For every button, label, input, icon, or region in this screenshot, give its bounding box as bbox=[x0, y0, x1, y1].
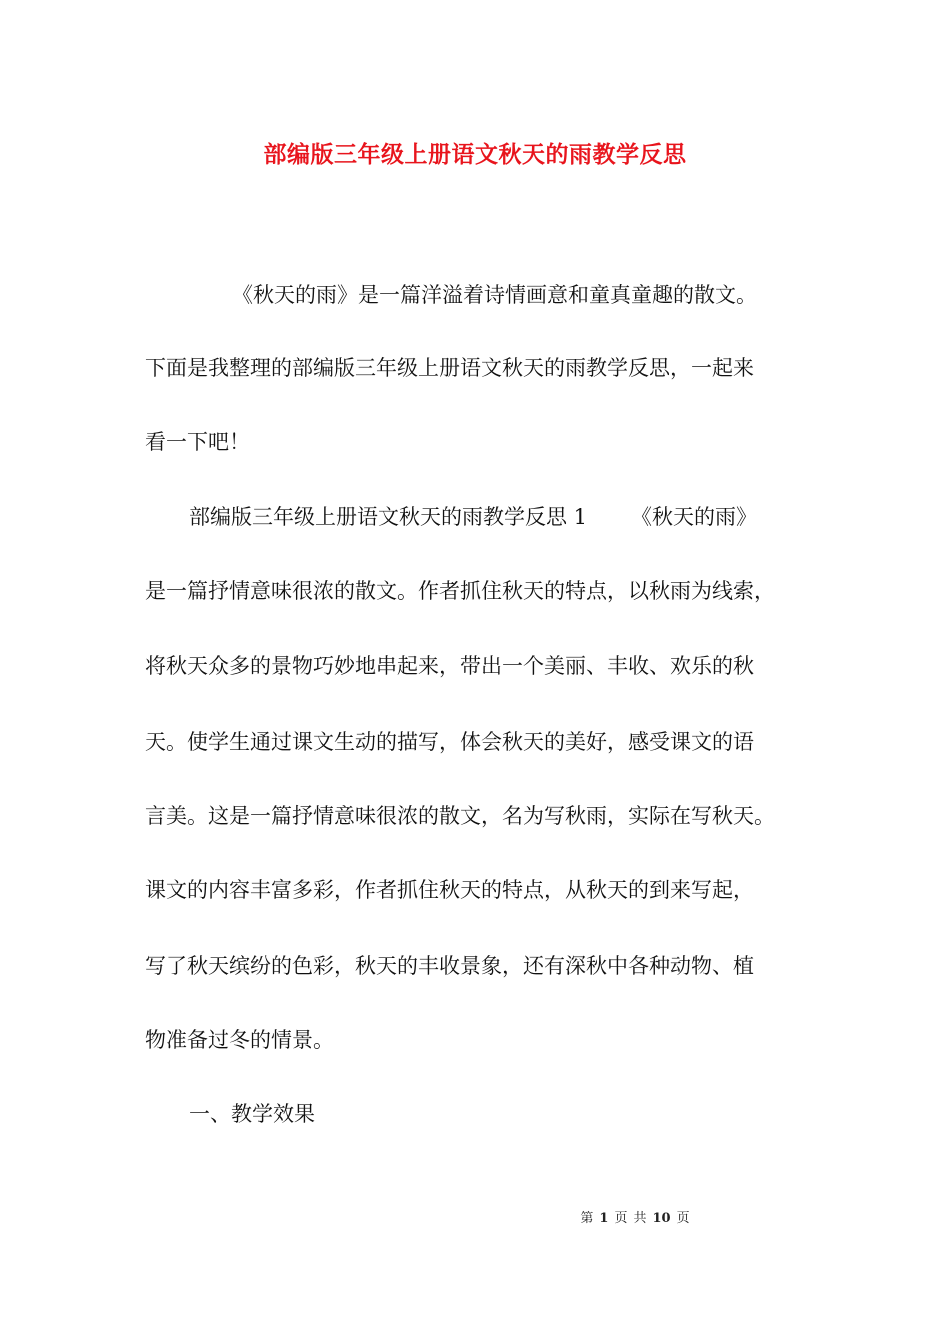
section-heading: 部编版三年级上册语文秋天的雨教学反思 1 bbox=[189, 505, 588, 529]
paragraph-line: 看一下吧！ bbox=[145, 430, 250, 454]
footer-page-unit: 页 bbox=[614, 1211, 628, 1226]
footer-total-prefix: 共 bbox=[633, 1211, 647, 1226]
paragraph-line: 是一篇抒情意味很浓的散文。作者抓住秋天的特点，以秋雨为线索， bbox=[145, 579, 775, 603]
section-heading-line bbox=[189, 501, 859, 533]
footer-prefix: 第 bbox=[580, 1211, 594, 1226]
paragraph-line: 下面是我整理的部编版三年级上册语文秋天的雨教学反思，一起来 bbox=[145, 356, 754, 380]
paragraph-line: 写了秋天缤纷的色彩，秋天的丰收景象，还有深秋中各种动物、植 bbox=[145, 954, 754, 978]
paragraph-line: 天。使学生通过课文生动的描写，体会秋天的美好，感受课文的语 bbox=[145, 730, 754, 754]
paragraph-line: 将秋天众多的景物巧妙地串起来，带出一个美丽、丰收、欢乐的秋 bbox=[145, 654, 754, 678]
footer-total-pages: 10 bbox=[652, 1211, 671, 1226]
paragraph-line: 言美。这是一篇抒情意味很浓的散文，名为写秋雨，实际在写秋天。 bbox=[145, 804, 775, 828]
footer-page-number: 1 bbox=[599, 1211, 609, 1226]
paragraph-line: 物准备过冬的情景。 bbox=[145, 1028, 334, 1052]
footer-total-unit: 页 bbox=[676, 1211, 690, 1226]
quoted-title: 《秋天的雨》 bbox=[631, 505, 758, 529]
page-title: 部编版三年级上册语文秋天的雨教学反思 bbox=[263, 141, 687, 168]
paragraph-line: 《秋天的雨》是一篇洋溢着诗情画意和童真童趣的散文。 bbox=[232, 283, 757, 307]
page-footer bbox=[0, 1209, 950, 1229]
subheading: 一、教学效果 bbox=[189, 1102, 315, 1126]
paragraph-line: 课文的内容丰富多彩，作者抓住秋天的特点，从秋天的到来写起， bbox=[145, 878, 754, 902]
